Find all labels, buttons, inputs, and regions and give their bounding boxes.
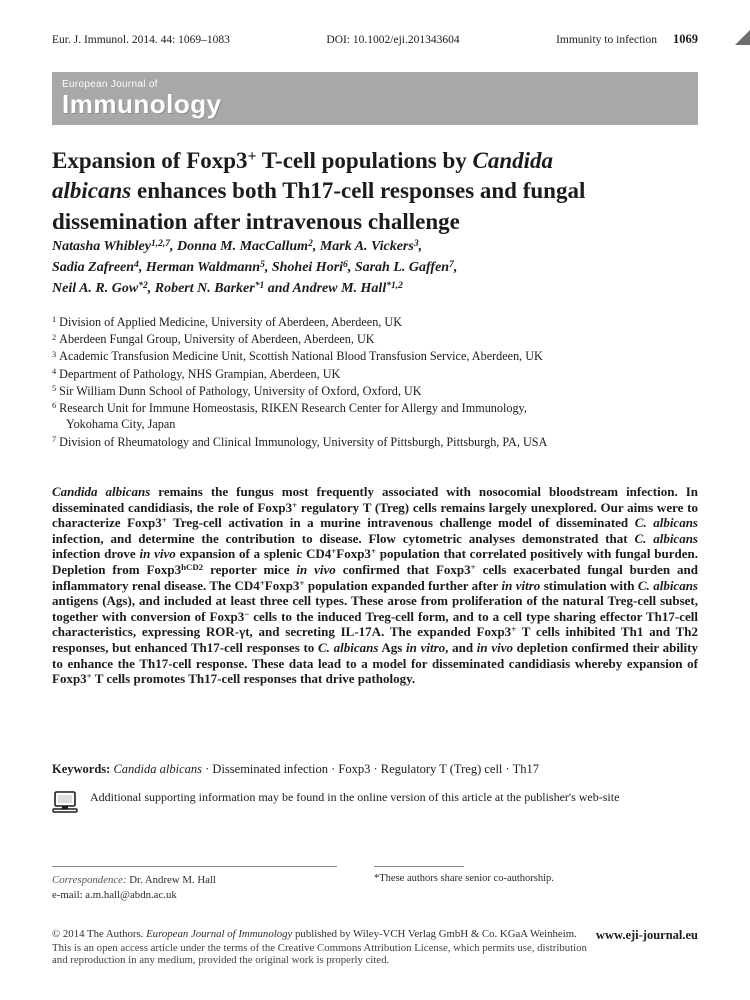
- supporting-info-computer-icon: [52, 791, 78, 818]
- affiliation-5: [52, 383, 552, 399]
- affiliation-number: 4: [52, 366, 57, 376]
- corner-flag-icon: [735, 30, 750, 45]
- correspondence-divider: [52, 866, 337, 867]
- affiliation-2: [52, 331, 552, 347]
- supporting-info-text: Additional supporting information may be found in the online version of this article at the publisher's web-site: [90, 790, 620, 804]
- affiliation-number: 6: [52, 401, 57, 411]
- senior-note-divider: [374, 866, 464, 867]
- correspondence-name: Dr. Andrew M. Hall: [126, 874, 216, 886]
- correspondence-line: [52, 873, 374, 888]
- affiliation-6: [52, 400, 552, 432]
- affiliation-4: [52, 366, 552, 382]
- supporting-info-block: [52, 790, 692, 818]
- affiliation-number: 7: [52, 434, 57, 444]
- journal-logo-line1: European Journal of: [62, 79, 158, 90]
- affiliation-text: Division of Rheumatology and Clinical Immunology, University of Pittsburgh, Pittsburgh, PA, USA: [59, 434, 548, 449]
- affiliation-text: Academic Transfusion Medicine Unit, Scottish National Blood Transfusion Service, Aberdeen, UK: [59, 349, 543, 364]
- senior-note-text: *These authors share senior co-authorship.: [374, 873, 554, 884]
- citation-text: Eur. J. Immunol. 2014. 44: 1069–1083: [52, 34, 230, 46]
- author-list: Natasha Whibley$^{1,2,7}$, Donna M. MacCallum$^2$, Mark A. Vickers$^3$, Sadia Zafreen$^4$, Herman Waldmann$^5$, Shohei Hori$^6$, Sarah L. Gaffen$^7$, Neil A. R. Gow$^{*2}$, Robert N. Barker$^{*1}$ and Andrew M. Hall$^{*1,2}$: [52, 238, 458, 296]
- affiliation-number: 2: [52, 332, 57, 342]
- footnote-area: [52, 866, 698, 903]
- journal-website-link[interactable]: www.eji-journal.eu: [595, 928, 698, 942]
- senior-note-block: [374, 866, 604, 903]
- affiliation-text: Department of Pathology, NHS Grampian, Aberdeen, UK: [59, 366, 341, 381]
- copyright-line: © 2014 The Authors. European Journal of Immunology published by Wiley-VCH Verlag GmbH & Co. KGaA Weinheim.: [52, 928, 577, 940]
- affiliation-text: Aberdeen Fungal Group, University of Aberdeen, Aberdeen, UK: [59, 332, 375, 347]
- correspondence-email[interactable]: e-mail: a.m.hall@abdn.ac.uk: [52, 889, 177, 902]
- page-header: [52, 32, 698, 47]
- section-label: Immunity to infection: [556, 34, 657, 46]
- license-text: This is an open access article under the terms of the Creative Commons Attribution License, which permits use, distribution and reproduction in any medium, provided the original work is properly cited.: [52, 941, 587, 967]
- page-number: 1069: [673, 32, 698, 46]
- affiliation-list: [52, 314, 552, 451]
- journal-logo-band: [52, 72, 698, 125]
- affiliation-1: [52, 314, 552, 330]
- affiliation-text: Division of Applied Medicine, University of Aberdeen, Aberdeen, UK: [59, 315, 403, 329]
- correspondence-label: Correspondence:: [52, 874, 127, 886]
- affiliation-number: 1: [52, 315, 57, 325]
- keywords-line: Keywords: Candida albicans · Disseminated infection · Foxp3 · Regulatory T (Treg) cell · Th17: [52, 762, 539, 776]
- affiliation-text: Sir William Dunn School of Pathology, University of Oxford, Oxford, UK: [59, 383, 422, 398]
- abstract-text: Candida albicans remains the fungus most frequently associated with nosocomial bloodstream infection. In disseminated candidiasis, the role of Foxp3+ regulatory T (Treg) cells remains largely unexplored. Our aims were to characterize Foxp3+ Treg-cell activation in a murine intravenous challenge model of disseminated C. albicans infection, and determine the contribution to disease. Flow cytometric analyses demonstrated that C. albicans infection drove in vivo expansion of a splenic CD4+Foxp3+ population that correlated positively with fungal burden. Depletion from $Foxp3^{hCD2}$ reporter mice in vivo confirmed that Foxp3+ cells exacerbated fungal burden and inflammatory renal disease. The CD4+Foxp3+ population expanded further after in vitro stimulation with C. albicans antigens (Ags), and included at least three cell types. These arose from proliferation of the natural Treg-cell subset, together with conversion of Foxp3− cells to the induced Treg-cell form, and to a cell type sharing effector Th17-cell characteristics, expressing ROR-γt, and secreting IL-17A. The expanded Foxp3+ T cells inhibited Th1 and Th2 responses, but enhanced Th17-cell responses to C. albicans Ags in vitro, and in vivo depletion confirmed their ability to enhance the Th17-cell response. These data lead to a model for disseminated candidiasis whereby expansion of Foxp3+ T cells promotes Th17-cell responses that drive pathology.: [52, 484, 699, 687]
- affiliation-number: 5: [52, 384, 57, 394]
- affiliation-text: Research Unit for Immune Homeostasis, RIKEN Research Center for Allergy and Immunology, Yokohama City, Japan: [59, 401, 527, 432]
- page-footer: [52, 928, 698, 967]
- correspondence-block: [52, 866, 374, 903]
- doi-text: DOI: 10.1002/eji.201343604: [326, 34, 460, 46]
- journal-logo-line2: Immunology: [62, 89, 222, 119]
- article-title: Expansion of Foxp3+ T-cell populations by Candida albicans enhances both Th17-cell responses and fungal dissemination after intravenous challenge: [52, 147, 586, 234]
- affiliation-7: [52, 434, 552, 450]
- affiliation-3: [52, 348, 552, 364]
- affiliation-number: 3: [52, 349, 57, 359]
